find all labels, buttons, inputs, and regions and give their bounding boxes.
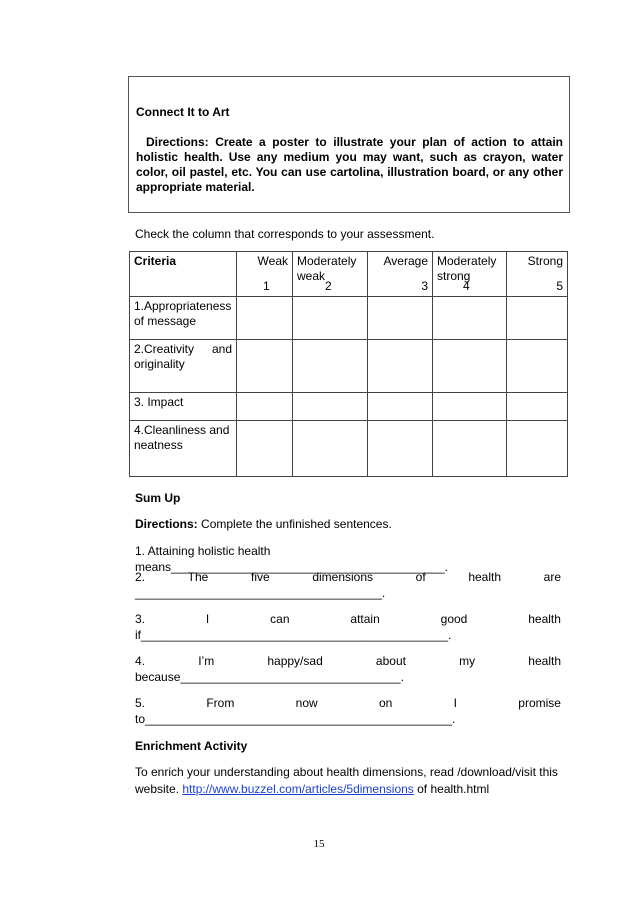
col-strong-header: [507, 252, 568, 297]
directions-text: Complete the unfinished sentences.: [197, 517, 392, 531]
col-num: 5: [556, 279, 563, 293]
sentence-3-blank: if______________________________________________.: [135, 628, 452, 642]
check-cell[interactable]: [433, 392, 507, 420]
word: 2.: [135, 570, 146, 584]
word: on: [378, 696, 393, 710]
check-instruction: Check the column that corresponds to your assessment.: [135, 227, 435, 241]
art-directions-text: Directions: Create a poster to illustrate your plan of action to attain holistic health. Use any medium you may want, such as crayon, water color, oil pastel, etc. You can use cartolina, illustration board, or any other appropriate material.: [136, 135, 563, 194]
word: health: [468, 570, 502, 584]
sentence-5-words: [135, 695, 561, 711]
sentence-2-words: [135, 569, 561, 585]
word: I: [205, 612, 210, 626]
word: I’m: [198, 654, 215, 668]
criterion-cell: 3. Impact: [130, 392, 237, 420]
check-cell[interactable]: [507, 392, 568, 420]
criterion-cell: 1.Appropriateness of message: [130, 297, 237, 340]
connect-art-box: [128, 76, 570, 213]
enrichment-paragraph: [135, 764, 561, 798]
check-cell[interactable]: [237, 297, 293, 340]
word: good: [440, 612, 468, 626]
page-number: 15: [313, 838, 325, 850]
word: about: [375, 654, 406, 668]
directions-label: Directions:: [135, 517, 198, 531]
criteria-header: Criteria: [130, 252, 237, 297]
criterion-cell: [130, 340, 237, 392]
check-cell[interactable]: [433, 340, 507, 392]
col-num: 3: [421, 279, 428, 293]
enrichment-text-after: of health.html: [413, 782, 490, 796]
col-num: 4: [463, 279, 470, 293]
sentence-2[interactable]: [135, 569, 561, 601]
check-cell[interactable]: [293, 392, 368, 420]
check-cell[interactable]: [237, 340, 293, 392]
word: health: [528, 612, 561, 626]
check-cell[interactable]: [368, 392, 433, 420]
sum-up-title: Sum Up: [135, 491, 181, 505]
rubric-row: [130, 392, 568, 420]
rubric-row: [130, 420, 568, 476]
col-label: Moderately weak: [297, 254, 357, 283]
sum-up-directions: [135, 516, 561, 532]
sentence-4-blank: because_________________________________.: [135, 670, 404, 684]
word: attain: [350, 612, 380, 626]
criterion-cell: 4.Cleanliness and neatness: [130, 420, 237, 476]
word: 5.: [135, 696, 146, 710]
word: promise: [518, 696, 561, 710]
word: 4.: [135, 654, 146, 668]
sentence-4-words: [135, 653, 561, 669]
word: can: [270, 612, 290, 626]
check-cell[interactable]: [237, 420, 293, 476]
word: happy/sad: [267, 654, 323, 668]
enrichment-text: To enrich your understanding about health dimensions, read /download/visit this website.: [135, 765, 558, 796]
col-moderately-weak-header: [293, 252, 368, 297]
word: five: [250, 570, 270, 584]
criterion-text: 2.Creativity and originality: [134, 342, 232, 372]
sentence-1[interactable]: 1. Attaining holistic health means_________________________________________.: [135, 544, 448, 574]
col-label: Moderately strong: [437, 254, 497, 283]
art-directions: [136, 135, 563, 195]
word: are: [543, 570, 561, 584]
rubric-row: [130, 340, 568, 392]
check-cell[interactable]: [433, 420, 507, 476]
sentence-2-blank: _____________________________________.: [135, 586, 386, 600]
col-moderately-strong-header: [433, 252, 507, 297]
art-title: Connect It to Art: [136, 105, 230, 119]
sentence-3[interactable]: [135, 611, 561, 643]
sentence-3-words: [135, 611, 561, 627]
check-cell[interactable]: [368, 420, 433, 476]
col-average-header: [368, 252, 433, 297]
check-cell[interactable]: [293, 340, 368, 392]
enrichment-title: Enrichment Activity: [135, 739, 248, 753]
col-label: Average: [383, 254, 428, 268]
rubric-header-row: [130, 252, 568, 297]
check-cell[interactable]: [507, 340, 568, 392]
col-label: Strong: [527, 254, 563, 268]
word: health: [528, 654, 561, 668]
sentence-4[interactable]: [135, 653, 561, 685]
check-cell[interactable]: [293, 297, 368, 340]
check-cell[interactable]: [368, 297, 433, 340]
check-cell[interactable]: [293, 420, 368, 476]
check-cell[interactable]: [368, 340, 433, 392]
col-num: 1: [263, 279, 270, 293]
col-label: Weak: [257, 254, 288, 268]
col-weak-header: [237, 252, 293, 297]
check-cell[interactable]: [507, 420, 568, 476]
word: 3.: [135, 612, 146, 626]
word: From: [206, 696, 235, 710]
word: dimensions: [312, 570, 374, 584]
word: of: [415, 570, 426, 584]
word: The: [187, 570, 209, 584]
col-num: 2: [325, 279, 332, 293]
word: my: [459, 654, 476, 668]
check-cell[interactable]: [237, 392, 293, 420]
rubric-table: [129, 251, 568, 477]
word: I: [453, 696, 457, 710]
sentence-5-blank: to______________________________________________.: [135, 712, 456, 726]
rubric-row: [130, 297, 568, 340]
check-cell[interactable]: [433, 297, 507, 340]
check-cell[interactable]: [507, 297, 568, 340]
sentence-5[interactable]: [135, 695, 561, 727]
word: now: [295, 696, 318, 710]
enrichment-link[interactable]: http://www.buzzel.com/articles/5dimensions: [182, 782, 414, 796]
